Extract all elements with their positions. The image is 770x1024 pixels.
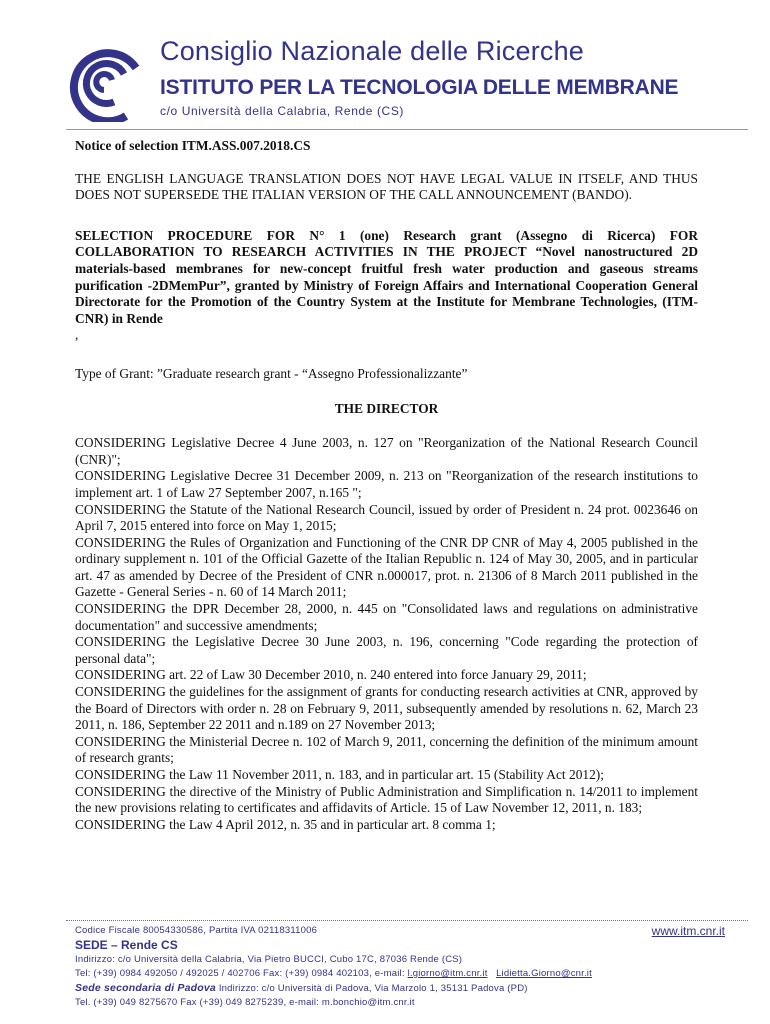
website-link[interactable]: www.itm.cnr.it <box>651 924 725 938</box>
translation-disclaimer: THE ENGLISH LANGUAGE TRANSLATION DOES NOT HAVE LEGAL VALUE IN ITSELF, AND THUS DOES NOT SUPERSEDE THE ITALIAN VERSION OF THE CALL ANNOUNCEMENT (BANDO). <box>75 170 698 203</box>
email-link-lidietta[interactable]: Lidietta.Giorno@cnr.it <box>496 968 592 979</box>
grant-type: Type of Grant: ”Graduate research grant - “Assegno Professionalizzante” <box>75 365 468 381</box>
considerings-list <box>75 435 698 833</box>
institute-name: ISTITUTO PER LA TECNOLOGIA DELLE MEMBRANE <box>160 76 679 99</box>
stray-comma: , <box>75 327 79 343</box>
considering-item: CONSIDERING the Legislative Decree 30 June 2003, n. 196, concerning "Code regarding the protection of personal data"; <box>75 634 698 666</box>
considering-item: CONSIDERING Legislative Decree 31 December 2009, n. 213 on "Reorganization of the research institutions to implement art. 1 of Law 27 September 2007, n.165 "; <box>75 468 698 500</box>
director-heading: THE DIRECTOR <box>334 400 439 416</box>
footer-divider <box>66 920 748 921</box>
rende-contacts <box>75 967 725 981</box>
document-body <box>75 136 698 833</box>
header-divider <box>66 129 748 130</box>
page-footer <box>75 924 725 1010</box>
considering-item: CONSIDERING the Law 4 April 2012, n. 35 and in particular art. 8 comma 1; <box>75 816 496 832</box>
padova-label: Sede secondaria di Padova <box>75 982 216 994</box>
org-name: Consiglio Nazionale delle Ricerche <box>160 36 585 66</box>
considering-item: CONSIDERING Legislative Decree 4 June 2003, n. 127 on "Reorganization of the National Research Council (CNR)"; <box>75 435 698 467</box>
sede-label: SEDE – Rende CS <box>75 938 178 952</box>
considering-item: CONSIDERING the Ministerial Decree n. 102 of March 9, 2011, concerning the definition of the minimum amount of research grants; <box>75 733 698 766</box>
selection-procedure: SELECTION PROCEDURE FOR N° 1 (one) Research grant (Assegno di Ricerca) FOR COLLABORATION TO RESEARCH ACTIVITIES IN THE PROJECT “Novel nanostructured 2D materials-based membranes for new-concept fruitful fresh water production and gaseous streams purification -2DMemPur”, granted by Ministry of Foreign Affairs and International Cooperation General Directorate for the Promotion of the Country System at the Institute for Membrane Technologies, (ITM-CNR) in Rende <box>75 227 698 326</box>
cnr-logo-icon <box>66 44 142 122</box>
institute-address: c/o Università della Calabria, Rende (CS) <box>160 104 405 118</box>
fiscal-info: Codice Fiscale 80054330586, Partita IVA 02118311006 <box>75 925 318 936</box>
notice-title: Notice of selection ITM.ASS.007.2018.CS <box>75 138 311 153</box>
considering-item: CONSIDERING art. 22 of Law 30 December 2010, n. 240 entered into force January 29, 2011; <box>75 667 587 683</box>
considering-item: CONSIDERING the directive of the Ministry of Public Administration and Simplification n. 14/2011 to implement the new provisions relating to certificates and affidavits of Article. 15 of Law November 12, 2011, n. 183; <box>75 783 698 816</box>
considering-item: CONSIDERING the Rules of Organization and Functioning of the CNR DP CNR of May 4, 2005 published in the ordinary supplement n. 101 of the Official Gazette of the Italian Republic n. 124 of May 30, 2005, and in particular art. 47 as amended by Decree of the President of CNR n.000017, prot. n. 21306 of 8 March 2011 published in the Gazette - General Series - n. 60 of 14 March 2011; <box>75 534 698 600</box>
padova-contacts: Tel. (+39) 049 8275670 Fax (+39) 049 8275239, e-mail: m.bonchio@itm.cnr.it <box>75 997 415 1008</box>
considering-item: CONSIDERING the Statute of the National Research Council, issued by order of President n. 24 prot. 0023646 on April 7, 2015 entered into force on May 1, 2015; <box>75 501 698 534</box>
padova-address: Indirizzo: c/o Università di Padova, Via Marzolo 1, 35131 Padova (PD) <box>218 983 528 994</box>
rende-contacts-prefix: Tel: (+39) 0984 492050 / 492025 / 402706 Fax: (+39) 0984 402103, e-mail: <box>75 968 405 979</box>
considering-item: CONSIDERING the guidelines for the assignment of grants for conducting research activities at CNR, approved by the Board of Directors with order n. 28 on February 9, 2011, subsequently amended by resolutions n. 62, March 23 2011, n. 186, September 22 2011 and n.189 on 27 November 2013; <box>75 684 698 733</box>
considering-item: CONSIDERING the DPR December 28, 2000, n. 445 on "Consolidated laws and regulations on administrative documentation" and successive amendments; <box>75 601 698 633</box>
rende-address: Indirizzo: c/o Università della Calabria, Via Pietro BUCCI, Cubo 17C, 87036 Rende (CS) <box>75 954 463 965</box>
padova-line <box>75 981 725 996</box>
considering-item: CONSIDERING the Law 11 November 2011, n. 183, and in particular art. 15 (Stability Act 2012); <box>75 767 604 782</box>
email-link-giorno[interactable]: l.giorno@itm.cnr.it <box>407 968 488 979</box>
